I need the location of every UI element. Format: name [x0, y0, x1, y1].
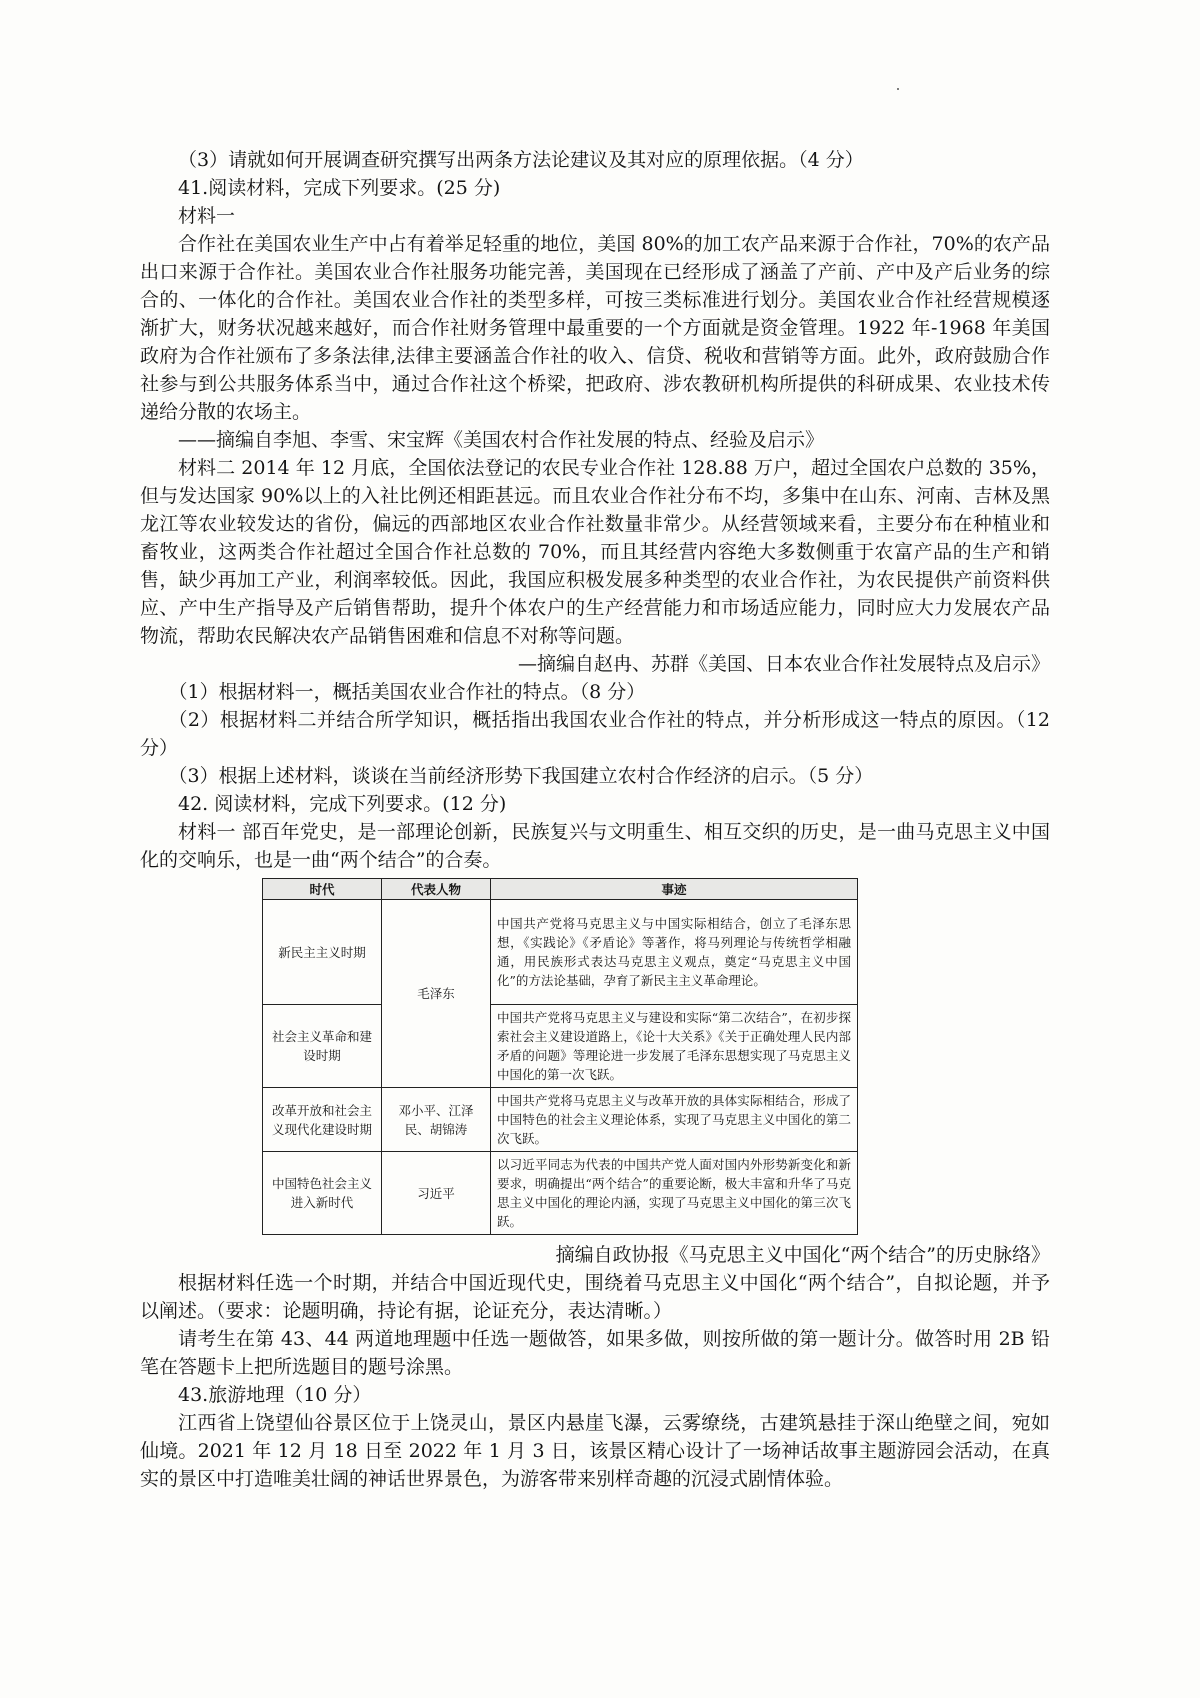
q41-material1-text: 合作社在美国农业生产中占有着举足轻重的地位，美国 80%的加工农产品来源于合作社，70%的农产品出口来源于合作社。美国农业合作社服务功能完善，美国现在已经形成了涵盖了产前、产中及产后业务的综合的、一体化的合作社。美国农业合作社的类型多样，可按三类标准进行划分。美国农业合作社经营规模逐渐扩大，财务状况越来越好，而合作社财务管理中最重要的一个方面就是资金管理。1922 年-1968 年美国政府为合作社颁布了多条法律,法律主要涵盖合作社的收入、信贷、税收和营销等方面。此外，政府鼓励合作社参与到公共服务体系当中，通过合作社这个桥梁，把政府、涉农教研机构所提供的科研成果、农业技术传递给分散的农场主。 — [140, 233, 1050, 423]
table-cell-era: 新民主主义时期 — [263, 900, 382, 1005]
q41-question3: （3）根据上述材料，谈谈在当前经济形势下我国建立农村合作经济的启示。（5 分） — [168, 765, 874, 787]
table-cell-person: 毛泽东 — [382, 900, 491, 1088]
table-cell-era: 中国特色社会主义进入新时代 — [263, 1152, 382, 1235]
scan-speck — [897, 88, 899, 90]
table-row — [263, 1152, 858, 1235]
q40-part3: （3）请就如何开展调查研究撰写出两条方法论建议及其对应的原理依据。（4 分） — [178, 149, 864, 171]
page-content — [140, 146, 1050, 1493]
q42-material1-text: 材料一 部百年党史，是一部理论创新，民族复兴与文明重生、相互交织的历史，是一曲马克思主义中国化的交响乐，也是一曲“两个结合”的合奏。 — [140, 821, 1050, 871]
table-cell-deed: 中国共产党将马克思主义与建设和实际“第二次结合”，在初步探索社会主义建设道路上，《论十大关系》《关于正确处理人民内部矛盾的问题》等理论进一步发展了毛泽东思想实现了马克思主义中国化的第一次飞跃。 — [491, 1005, 858, 1088]
table-header-person: 代表人物 — [382, 879, 491, 900]
history-table-wrap — [262, 878, 858, 1235]
q43-heading: 43.旅游地理（10 分） — [178, 1384, 372, 1406]
table-header-era: 时代 — [263, 879, 382, 900]
q42-heading: 42. 阅读材料，完成下列要求。(12 分) — [178, 793, 507, 815]
table-cell-era: 改革开放和社会主义现代化建设时期 — [263, 1088, 382, 1152]
table-cell-person: 习近平 — [382, 1152, 491, 1235]
q42-table-source: 摘编自政协报《马克思主义中国化“两个结合”的历史脉络》 — [555, 1244, 1050, 1266]
table-row — [263, 900, 858, 1005]
table-row — [263, 1005, 858, 1088]
table-cell-deed: 中国共产党将马克思主义与改革开放的具体实际相结合，形成了中国特色的社会主义理论体系，实现了马克思主义中国化的第二次飞跃。 — [491, 1088, 858, 1152]
table-cell-deed: 以习近平同志为代表的中国共产党人面对国内外形势新变化和新要求，明确提出“两个结合”的重要论断，极大丰富和升华了马克思主义中国化的理论内涵，实现了马克思主义中国化的第三次飞跃。 — [491, 1152, 858, 1235]
table-row — [263, 1088, 858, 1152]
table-cell-era: 社会主义革命和建设时期 — [263, 1005, 382, 1088]
q41-material2-source: —摘编自赵冉、苏群《美国、日本农业合作社发展特点及启示》 — [517, 653, 1050, 675]
table-cell-deed: 中国共产党将马克思主义与中国实际相结合，创立了毛泽东思想，《实践论》《矛盾论》等著作，将马列理论与传统哲学相融通，用民族形式表达马克思主义观点，奠定“马克思主义中国化”的方法论基础，孕育了新民主主义革命理论。 — [491, 900, 858, 1005]
q41-heading: 41.阅读材料，完成下列要求。(25 分) — [178, 177, 501, 199]
geo-instruction: 请考生在第 43、44 两道地理题中任选一题做答，如果多做，则按所做的第一题计分。做答时用 2B 铅笔在答题卡上把所选题目的题号涂黑。 — [140, 1328, 1050, 1378]
q43-text: 江西省上饶望仙谷景区位于上饶灵山，景区内悬崖飞瀑，云雾缭绕，古建筑悬挂于深山绝壁之间，宛如仙境。2021 年 12 月 18 日至 2022 年 1 月 3 日，该景区精心设计了一场神话故事主题游园会活动，在真实的景区中打造唯美壮阔的神话世界景色，为游客带来别样奇趣的沉浸式剧情体验。 — [140, 1412, 1050, 1490]
table-cell-person: 邓小平、江泽民、胡锦涛 — [382, 1088, 491, 1152]
table-header-deed: 事迹 — [491, 879, 858, 900]
q41-question2: （2）根据材料二并结合所学知识，概括指出我国农业合作社的特点，并分析形成这一特点的原因。（12 分） — [140, 709, 1050, 759]
q41-material1-source: ——摘编自李旭、李雪、宋宝辉《美国农村合作社发展的特点、经验及启示》 — [178, 429, 825, 451]
q42-task: 根据材料任选一个时期，并结合中国近现代史，围绕着马克思主义中国化“两个结合”，自拟论题，并予以阐述。（要求：论题明确，持论有据，论证充分，表达清晰。） — [140, 1272, 1050, 1322]
table-header-row — [263, 879, 858, 900]
q41-material1-label: 材料一 — [178, 205, 236, 227]
history-table — [262, 878, 858, 1235]
q41-question1: （1）根据材料一，概括美国农业合作社的特点。（8 分） — [168, 681, 646, 703]
q41-material2-text: 材料二 2014 年 12 月底，全国依法登记的农民专业合作社 128.88 万户，超过全国农户总数的 35%，但与发达国家 90%以上的入社比例还相距甚远。而且农业合作社分布不均，多集中在山东、河南、吉林及黑龙江等农业较发达的省份，偏远的西部地区农业合作社数量非常少。从经营领域来看，主要分布在种植业和畜牧业，这两类合作社超过全国合作社总数的 70%，而且其经营内容绝大多数侧重于农富产品的生产和销售，缺少再加工产业，利润率较低。因此，我国应积极发展多种类型的农业合作社，为农民提供产前资料供应、产中生产指导及产后销售帮助，提升个体农户的生产经营能力和市场适应能力，同时应大力发展农产品物流，帮助农民解决农产品销售困难和信息不对称等问题。 — [140, 457, 1050, 647]
